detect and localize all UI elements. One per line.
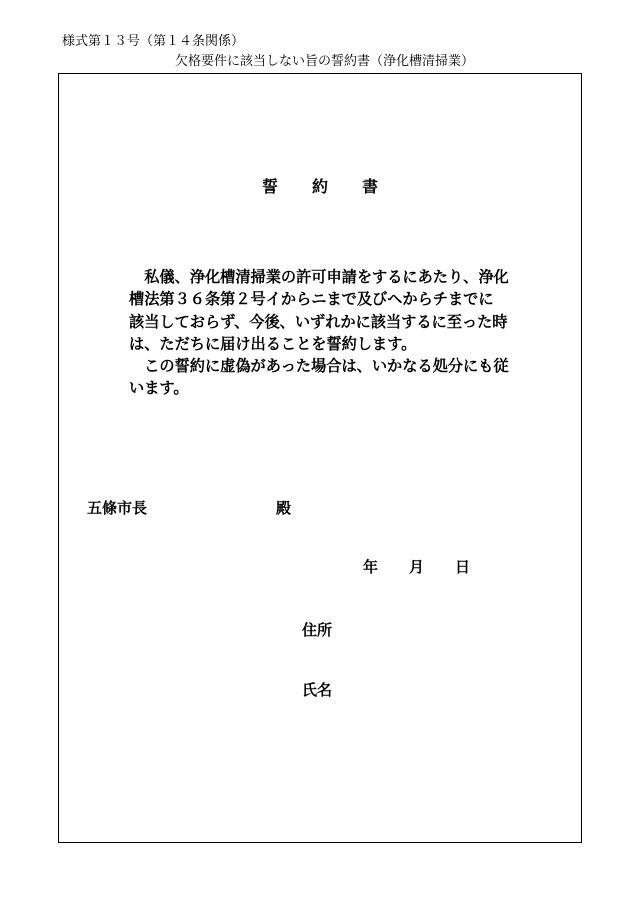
pledge-body-line-2: 槽法第３６条第２号イからニまで及びヘからチまでに	[129, 290, 494, 309]
pledge-body	[129, 266, 529, 400]
pledge-body-line-6: います。	[129, 379, 189, 398]
address-label: 住所	[302, 621, 333, 639]
date-year-label: 年	[363, 558, 379, 576]
date-day-label: 日	[455, 558, 471, 576]
date-row	[363, 556, 470, 577]
form-subtitle: 欠格要件に該当しない旨の誓約書（浄化槽清掃業）	[175, 54, 475, 69]
pledge-document-frame	[58, 73, 582, 843]
document-title	[59, 174, 581, 197]
name-label: 氏名	[302, 681, 333, 699]
addressee: 五條市長	[87, 499, 148, 517]
title-char-2: 約	[311, 177, 328, 196]
honorific: 殿	[276, 499, 292, 517]
date-month-label: 月	[409, 558, 425, 576]
pledge-body-line-5: この誓約に虚偽があった場合は、いかなる処分にも従	[129, 357, 509, 376]
pledge-body-line-3: 該当しておらず、今後、いずれかに該当するに至った時	[129, 312, 508, 331]
pledge-body-line-1: 私儀、浄化槽清掃業の許可申請をするにあたり、浄化	[129, 268, 509, 286]
form-number: 様式第１３号（第１４条関係）	[62, 34, 245, 49]
pledge-body-line-4: は、ただちに届け出ることを誓約します。	[129, 334, 417, 353]
title-char-3: 書	[362, 177, 379, 196]
title-char-1: 誓	[261, 177, 278, 196]
